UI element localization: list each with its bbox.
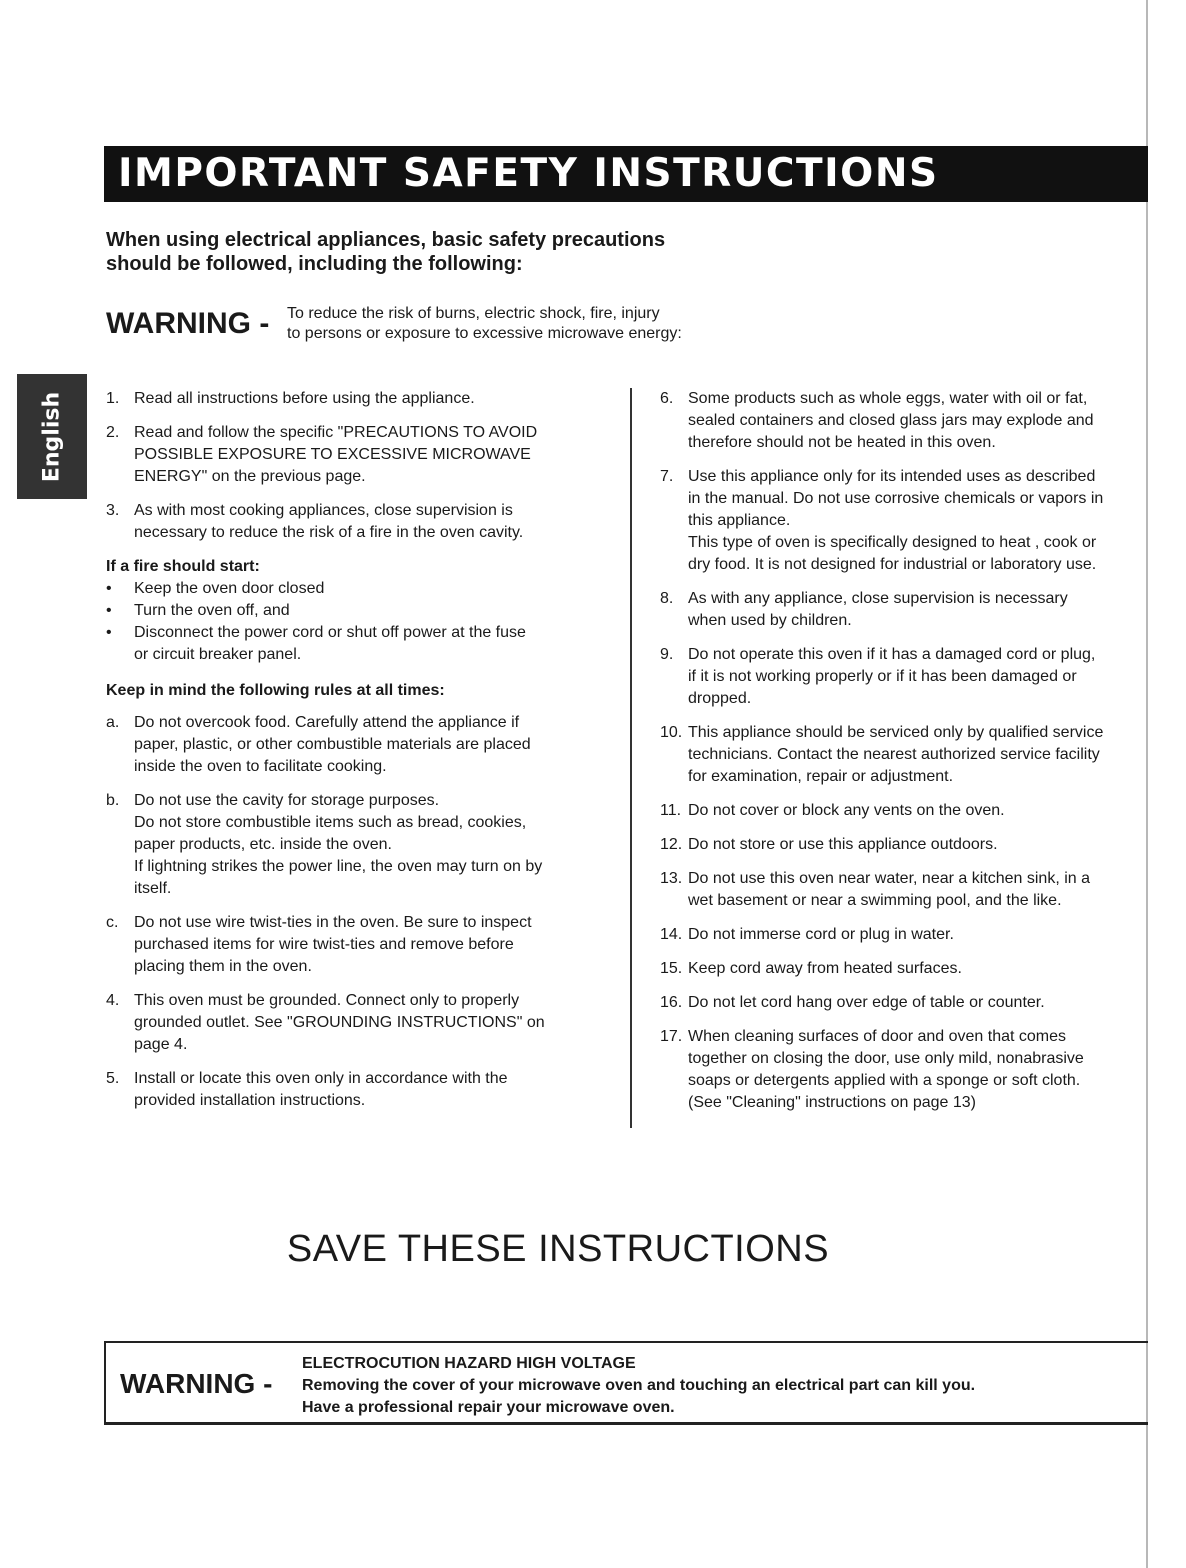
warning-line: To reduce the risk of burns, electric shock, fire, injury bbox=[287, 305, 660, 322]
item-text-line: technicians. Contact the nearest authorized service facility bbox=[688, 746, 1100, 763]
item-text-line: when used by children. bbox=[688, 612, 852, 629]
item-text-line: Do not use the cavity for storage purposes. bbox=[134, 792, 440, 809]
item-text-line: necessary to reduce the risk of a fire in the oven cavity. bbox=[134, 524, 524, 541]
bullet-item bbox=[106, 600, 610, 622]
item-marker: 1. bbox=[106, 390, 120, 407]
item-text-line: provided installation instructions. bbox=[134, 1092, 366, 1109]
item-text-line: purchased items for wire twist-ties and remove before bbox=[134, 936, 514, 953]
item-text-line: or circuit breaker panel. bbox=[134, 646, 302, 663]
item-text-line: Install or locate this oven only in accordance with the bbox=[134, 1070, 508, 1087]
item-text-line: As with any appliance, close supervision is necessary bbox=[688, 590, 1068, 607]
page-title: IMPORTANT SAFETY INSTRUCTIONS bbox=[118, 151, 939, 196]
item-text-line: soaps or detergents applied with a sponge or soft cloth. bbox=[688, 1072, 1081, 1089]
list-item bbox=[660, 992, 1142, 1014]
warning-text bbox=[287, 304, 787, 344]
list-item bbox=[660, 466, 1142, 576]
right-column bbox=[660, 388, 1142, 1126]
item-text-line: for examination, repair or adjustment. bbox=[688, 768, 954, 785]
language-tab-label: English bbox=[39, 391, 65, 482]
item-text-line: together on closing the door, use only mild, nonabrasive bbox=[688, 1050, 1084, 1067]
rules-list bbox=[106, 712, 610, 978]
item-text-line: Turn the oven off, and bbox=[134, 602, 290, 619]
item-text-line: wet basement or near a swimming pool, and the like. bbox=[688, 892, 1062, 909]
item-text-line: POSSIBLE EXPOSURE TO EXCESSIVE MICROWAVE bbox=[134, 446, 531, 463]
item-text-line: Some products such as whole eggs, water with oil or fat, bbox=[688, 390, 1088, 407]
item-text-line: itself. bbox=[134, 880, 172, 897]
intro-line: should be followed, including the following: bbox=[106, 253, 523, 275]
item-text-line: paper, plastic, or other combustible materials are placed bbox=[134, 736, 531, 753]
item-text-line: This type of oven is specifically designed to heat , cook or bbox=[688, 534, 1097, 551]
item-text-line: Do not overcook food. Carefully attend the appliance if bbox=[134, 714, 520, 731]
list-item bbox=[660, 924, 1142, 946]
item-text-line: sealed containers and closed glass jars may explode and bbox=[688, 412, 1094, 429]
item-text-line: When cleaning surfaces of door and oven that comes bbox=[688, 1028, 1066, 1045]
item-marker: 16. bbox=[660, 994, 683, 1011]
item-text-line: placing them in the oven. bbox=[134, 958, 312, 975]
item-text-line: Do not let cord hang over edge of table or counter. bbox=[688, 994, 1045, 1011]
item-marker: 11. bbox=[660, 802, 682, 819]
item-text-line: Do not use this oven near water, near a kitchen sink, in a bbox=[688, 870, 1091, 887]
item-marker: 7. bbox=[660, 468, 674, 485]
item-text-line: (See "Cleaning" instructions on page 13) bbox=[688, 1094, 976, 1111]
list-item bbox=[106, 790, 610, 900]
list-item bbox=[660, 800, 1142, 822]
list-item bbox=[106, 912, 610, 978]
list-item bbox=[106, 1068, 610, 1112]
item-text-line: This oven must be grounded. Connect only to properly bbox=[134, 992, 520, 1009]
save-instructions-heading: SAVE THESE INSTRUCTIONS bbox=[286, 1228, 830, 1270]
numbered-list bbox=[660, 388, 1142, 1114]
list-item bbox=[660, 588, 1142, 632]
fire-heading: If a fire should start: bbox=[106, 558, 260, 575]
warning-line: to persons or exposure to excessive microwave energy: bbox=[287, 325, 682, 342]
page-edge-line bbox=[1146, 0, 1148, 1568]
item-text-line: Do not store or use this appliance outdoors. bbox=[688, 836, 998, 853]
list-item bbox=[106, 422, 610, 488]
item-text-line: Use this appliance only for its intended uses as described bbox=[688, 468, 1096, 485]
list-item bbox=[660, 958, 1142, 980]
item-marker: • bbox=[106, 580, 112, 597]
fire-bullet-list bbox=[106, 578, 610, 666]
item-text-line: in the manual. Do not use corrosive chemicals or vapors in bbox=[688, 490, 1104, 507]
item-text-line: Do not use wire twist-ties in the oven. Be sure to inspect bbox=[134, 914, 532, 931]
item-marker: a. bbox=[106, 714, 120, 731]
warning-label: WARNING - bbox=[120, 1368, 273, 1399]
item-text-line: Disconnect the power cord or shut off power at the fuse bbox=[134, 624, 526, 641]
rules-heading: Keep in mind the following rules at all times: bbox=[106, 682, 445, 699]
list-item bbox=[660, 644, 1142, 710]
item-marker: 8. bbox=[660, 590, 674, 607]
list-item bbox=[660, 834, 1142, 856]
warning-line: Removing the cover of your microwave oven and touching an electrical part can kill you. bbox=[302, 1377, 976, 1394]
warning-line: Have a professional repair your microwave oven. bbox=[302, 1399, 675, 1416]
intro-text bbox=[106, 228, 806, 276]
list-item bbox=[660, 868, 1142, 912]
warning-line: ELECTROCUTION HAZARD HIGH VOLTAGE bbox=[302, 1355, 636, 1372]
item-marker: 2. bbox=[106, 424, 120, 441]
item-marker: 13. bbox=[660, 870, 683, 887]
list-item bbox=[660, 1026, 1142, 1114]
list-item bbox=[106, 388, 610, 410]
item-marker: c. bbox=[106, 914, 119, 931]
item-text-line: page 4. bbox=[134, 1036, 188, 1053]
item-text-line: dropped. bbox=[688, 690, 752, 707]
bullet-item bbox=[106, 622, 610, 666]
item-text-line: Do not store combustible items such as bread, cookies, bbox=[134, 814, 527, 831]
item-marker: 9. bbox=[660, 646, 674, 663]
item-text-line: therefore should not be heated in this oven. bbox=[688, 434, 996, 451]
item-text-line: As with most cooking appliances, close supervision is bbox=[134, 502, 513, 519]
item-text-line: Read and follow the specific "PRECAUTIONS TO AVOID bbox=[134, 424, 538, 441]
warning-label: WARNING - bbox=[106, 307, 270, 340]
item-marker: 3. bbox=[106, 502, 120, 519]
language-tab bbox=[17, 374, 87, 499]
item-text-line: Read all instructions before using the appliance. bbox=[134, 390, 475, 407]
item-marker: • bbox=[106, 624, 112, 641]
item-text-line: Keep the oven door closed bbox=[134, 580, 325, 597]
numbered-list bbox=[106, 990, 610, 1112]
item-text-line: Do not cover or block any vents on the oven. bbox=[688, 802, 1005, 819]
item-marker: 6. bbox=[660, 390, 674, 407]
item-text-line: if it is not working properly or if it has been damaged or bbox=[688, 668, 1077, 685]
column-divider bbox=[630, 388, 632, 1128]
left-column bbox=[106, 388, 610, 1124]
item-marker: 5. bbox=[106, 1070, 120, 1087]
item-text-line: ENERGY" on the previous page. bbox=[134, 468, 366, 485]
list-item bbox=[660, 388, 1142, 454]
item-text-line: Do not immerse cord or plug in water. bbox=[688, 926, 954, 943]
item-marker: 14. bbox=[660, 926, 683, 943]
title-banner bbox=[104, 146, 1148, 202]
list-item bbox=[106, 500, 610, 544]
item-text-line: paper products, etc. inside the oven. bbox=[134, 836, 392, 853]
numbered-list bbox=[106, 388, 610, 544]
item-text-line: This appliance should be serviced only by qualified service bbox=[688, 724, 1104, 741]
item-text-line: this appliance. bbox=[688, 512, 791, 529]
item-marker: • bbox=[106, 602, 112, 619]
electrocution-warning-box bbox=[104, 1341, 1148, 1425]
item-marker: 4. bbox=[106, 992, 120, 1009]
list-item bbox=[106, 990, 610, 1056]
item-text-line: Keep cord away from heated surfaces. bbox=[688, 960, 962, 977]
item-text-line: inside the oven to facilitate cooking. bbox=[134, 758, 387, 775]
item-text-line: If lightning strikes the power line, the oven may turn on by bbox=[134, 858, 543, 875]
item-text-line: grounded outlet. See "GROUNDING INSTRUCTIONS" on bbox=[134, 1014, 545, 1031]
list-item bbox=[660, 722, 1142, 788]
item-marker: 17. bbox=[660, 1028, 683, 1045]
intro-line: When using electrical appliances, basic safety precautions bbox=[106, 229, 666, 251]
item-marker: 15. bbox=[660, 960, 683, 977]
list-item bbox=[106, 712, 610, 778]
item-marker: 10. bbox=[660, 724, 683, 741]
warning-text bbox=[302, 1353, 1132, 1419]
bullet-item bbox=[106, 578, 610, 600]
item-marker: 12. bbox=[660, 836, 683, 853]
item-text-line: dry food. It is not designed for industrial or laboratory use. bbox=[688, 556, 1097, 573]
item-marker: b. bbox=[106, 792, 120, 809]
item-text-line: Do not operate this oven if it has a damaged cord or plug, bbox=[688, 646, 1096, 663]
